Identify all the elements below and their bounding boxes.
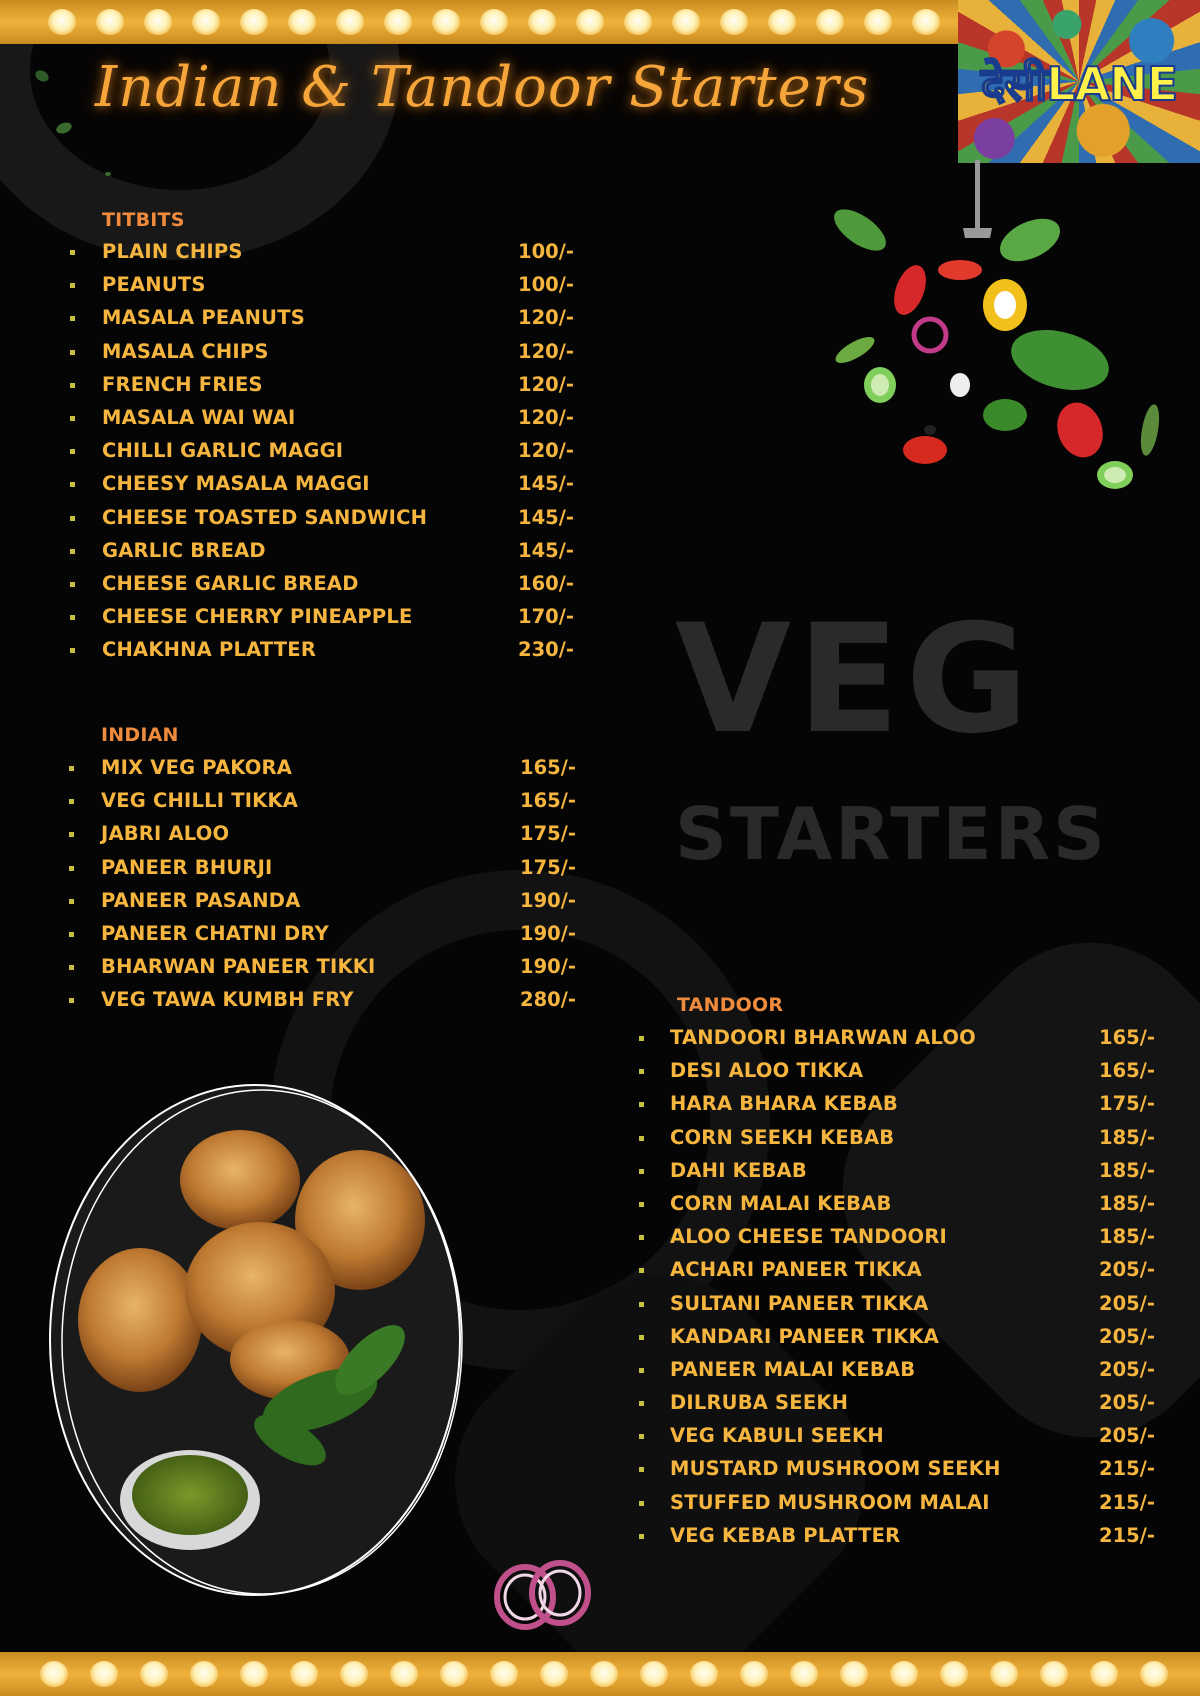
list-item	[639, 1422, 1179, 1455]
list-item	[639, 1024, 1179, 1057]
item-price: 280/-	[520, 988, 576, 1012]
bullet-icon	[639, 1368, 644, 1373]
light-bulb-icon	[816, 9, 844, 35]
item-price: 230/-	[518, 638, 574, 662]
bullet-icon	[639, 1235, 644, 1240]
item-price: 205/-	[1099, 1258, 1155, 1282]
item-name: VEG KABULI SEEKH	[670, 1424, 884, 1448]
list-item	[639, 1290, 1179, 1323]
light-bulb-icon	[96, 9, 124, 35]
light-bulb-icon	[540, 1661, 568, 1687]
item-name: STUFFED MUSHROOM MALAI	[670, 1490, 990, 1514]
light-bulb-icon	[440, 1661, 468, 1687]
watermark-veg: VEG	[675, 593, 1035, 767]
light-bulb-icon	[790, 1661, 818, 1687]
light-bulb-icon	[288, 9, 316, 35]
list-item	[70, 570, 590, 603]
item-name: FRENCH FRIES	[102, 372, 263, 396]
bullet-icon	[70, 615, 75, 620]
item-name: PEANUTS	[102, 273, 206, 297]
light-bulb-icon	[140, 1661, 168, 1687]
list-item	[70, 371, 590, 404]
light-bulb-icon	[90, 1661, 118, 1687]
list-item	[639, 1057, 1179, 1090]
item-name: CORN SEEKH KEBAB	[670, 1125, 895, 1149]
item-name: SULTANI PANEER TIKKA	[670, 1291, 929, 1315]
item-name: CHEESE CHERRY PINEAPPLE	[102, 605, 413, 629]
item-price: 100/-	[518, 273, 574, 297]
list-item	[70, 304, 590, 337]
list-item	[639, 1522, 1179, 1555]
list-item	[69, 920, 589, 953]
item-price: 215/-	[1099, 1523, 1155, 1547]
item-name: PANEER MALAI KEBAB	[670, 1357, 916, 1381]
list-item	[639, 1356, 1179, 1389]
bullet-icon	[69, 932, 74, 937]
list-item	[639, 1157, 1179, 1190]
bullet-icon	[69, 766, 74, 771]
bullet-icon	[639, 1036, 644, 1041]
onion-rings-icon	[490, 1555, 600, 1635]
bullet-icon	[69, 866, 74, 871]
item-price: 165/-	[520, 756, 576, 779]
light-bulb-icon	[384, 9, 412, 35]
item-name: DESI ALOO TIKKA	[670, 1059, 864, 1083]
light-bulb-icon	[590, 1661, 618, 1687]
light-bulb-icon	[912, 9, 940, 35]
item-name: JABRI ALOO	[101, 822, 230, 846]
bullet-icon	[70, 250, 75, 255]
item-price: 205/-	[1099, 1424, 1155, 1448]
item-price: 215/-	[1099, 1490, 1155, 1514]
item-name: MASALA WAI WAI	[102, 405, 296, 429]
list-item	[69, 787, 589, 820]
light-bulb-icon	[940, 1661, 968, 1687]
bullet-icon	[639, 1136, 644, 1141]
item-name: BHARWAN PANEER TIKKI	[101, 955, 376, 979]
titbits-list	[70, 238, 590, 669]
item-price: 145/-	[518, 472, 574, 496]
salad-illustration	[820, 160, 1160, 510]
light-bulb-icon	[768, 9, 796, 35]
item-name: VEG TAWA KUMBH FRY	[101, 988, 354, 1012]
bullet-icon	[70, 316, 75, 321]
item-name: MUSTARD MUSHROOM SEEKH	[670, 1457, 1001, 1481]
item-price: 205/-	[1099, 1357, 1155, 1381]
item-name: CHEESE TOASTED SANDWICH	[102, 505, 428, 529]
list-item	[70, 537, 590, 570]
list-item	[69, 887, 589, 920]
bullet-icon	[639, 1467, 644, 1472]
section-title-titbits: TITBITS	[102, 209, 185, 231]
light-bulb-icon	[528, 9, 556, 35]
item-price: 160/-	[518, 571, 574, 595]
item-name: CORN MALAI KEBAB	[670, 1191, 892, 1215]
list-item	[639, 1223, 1179, 1256]
list-item	[70, 338, 590, 371]
light-bulb-icon	[340, 1661, 368, 1687]
food-photo	[40, 1080, 470, 1600]
item-price: 165/-	[1099, 1059, 1155, 1083]
logo-text: देसीLANE	[980, 57, 1178, 111]
item-name: PLAIN CHIPS	[102, 240, 243, 263]
item-price: 205/-	[1099, 1391, 1155, 1415]
light-bulb-icon	[432, 9, 460, 35]
light-bulb-icon	[840, 1661, 868, 1687]
item-name: PANEER BHURJI	[101, 855, 273, 879]
item-name: CHAKHNA PLATTER	[102, 638, 317, 662]
bullet-icon	[639, 1302, 644, 1307]
light-bulb-icon	[740, 1661, 768, 1687]
list-item	[639, 1190, 1179, 1223]
list-item	[639, 1489, 1179, 1522]
bullet-icon	[69, 965, 74, 970]
bullet-icon	[639, 1401, 644, 1406]
bullet-icon	[639, 1069, 644, 1074]
bullet-icon	[70, 283, 75, 288]
item-price: 165/-	[520, 789, 576, 813]
bullet-icon	[70, 449, 75, 454]
list-item	[69, 953, 589, 986]
light-bulb-icon	[192, 9, 220, 35]
light-bulb-icon	[144, 9, 172, 35]
list-item	[69, 820, 589, 853]
item-name: GARLIC BREAD	[102, 538, 266, 562]
light-bulb-icon	[1040, 1661, 1068, 1687]
item-name: PANEER CHATNI DRY	[101, 921, 329, 945]
bullet-icon	[639, 1268, 644, 1273]
list-item	[639, 1090, 1179, 1123]
indian-list	[69, 754, 589, 1020]
light-bulb-icon	[190, 1661, 218, 1687]
bullet-icon	[69, 799, 74, 804]
bullet-icon	[70, 383, 75, 388]
item-price: 205/-	[1099, 1291, 1155, 1315]
bullet-icon	[70, 582, 75, 587]
light-bulb-icon	[690, 1661, 718, 1687]
item-price: 120/-	[518, 405, 574, 429]
list-item	[639, 1455, 1179, 1488]
list-item	[639, 1323, 1179, 1356]
item-name: MASALA PEANUTS	[102, 306, 305, 330]
item-price: 185/-	[1099, 1158, 1155, 1182]
bullet-icon	[639, 1501, 644, 1506]
light-bulb-icon	[1090, 1661, 1118, 1687]
item-name: CHEESY MASALA MAGGI	[102, 472, 370, 496]
list-item	[70, 504, 590, 537]
light-bulb-icon	[240, 9, 268, 35]
item-price: 120/-	[518, 339, 574, 363]
item-price: 185/-	[1099, 1191, 1155, 1215]
item-name: TANDOORI BHARWAN ALOO	[670, 1026, 976, 1049]
bottom-light-bar	[0, 1652, 1200, 1696]
bullet-icon	[70, 516, 75, 521]
list-item	[70, 271, 590, 304]
item-name: VEG CHILLI TIKKA	[101, 789, 299, 813]
list-item	[70, 636, 590, 669]
list-item	[69, 854, 589, 887]
light-bulb-icon	[672, 9, 700, 35]
light-bulb-icon	[990, 1661, 1018, 1687]
item-name: DILRUBA SEEKH	[670, 1391, 849, 1415]
light-bulb-icon	[336, 9, 364, 35]
list-item	[69, 754, 589, 787]
item-price: 170/-	[518, 605, 574, 629]
light-bulb-icon	[720, 9, 748, 35]
light-bulb-icon	[480, 9, 508, 35]
item-name: MASALA CHIPS	[102, 339, 269, 363]
list-item	[639, 1256, 1179, 1289]
bullet-icon	[70, 482, 75, 487]
light-bulb-icon	[490, 1661, 518, 1687]
item-name: ACHARI PANEER TIKKA	[670, 1258, 922, 1282]
list-item	[70, 238, 590, 271]
item-price: 120/-	[518, 372, 574, 396]
item-name: VEG KEBAB PLATTER	[670, 1523, 901, 1547]
light-bulb-icon	[576, 9, 604, 35]
section-title-tandoor: TANDOOR	[677, 994, 784, 1016]
list-item	[70, 603, 590, 636]
bullet-icon	[69, 998, 74, 1003]
light-bulb-icon	[40, 1661, 68, 1687]
list-item	[70, 437, 590, 470]
item-price: 185/-	[1099, 1125, 1155, 1149]
item-price: 185/-	[1099, 1225, 1155, 1249]
tandoor-list	[639, 1024, 1179, 1555]
light-bulb-icon	[864, 9, 892, 35]
light-bulb-icon	[390, 1661, 418, 1687]
section-title-indian: INDIAN	[101, 724, 179, 746]
bullet-icon	[639, 1434, 644, 1439]
item-price: 165/-	[1099, 1026, 1155, 1049]
herb-leaf-icon	[28, 62, 118, 182]
item-name: PANEER PASANDA	[101, 888, 301, 912]
light-bulb-icon	[290, 1661, 318, 1687]
item-price: 175/-	[1099, 1092, 1155, 1116]
item-price: 120/-	[518, 439, 574, 463]
light-bulb-icon	[624, 9, 652, 35]
light-bulb-icon	[890, 1661, 918, 1687]
item-price: 100/-	[518, 240, 574, 263]
item-price: 175/-	[520, 855, 576, 879]
light-bulb-icon	[240, 1661, 268, 1687]
light-bulb-icon	[1140, 1661, 1168, 1687]
list-item	[70, 470, 590, 503]
item-name: ALOO CHEESE TANDOORI	[670, 1225, 947, 1249]
bullet-icon	[69, 832, 74, 837]
item-price: 145/-	[518, 505, 574, 529]
item-price: 175/-	[520, 822, 576, 846]
bullet-icon	[639, 1102, 644, 1107]
bullet-icon	[639, 1169, 644, 1174]
bullet-icon	[639, 1335, 644, 1340]
bullet-icon	[69, 899, 74, 904]
bullet-icon	[639, 1534, 644, 1539]
list-item	[70, 404, 590, 437]
page-title: Indian & Tandoor Starters	[95, 55, 870, 120]
item-price: 120/-	[518, 306, 574, 330]
bullet-icon	[639, 1202, 644, 1207]
bullet-icon	[70, 648, 75, 653]
light-bulb-icon	[48, 9, 76, 35]
item-price: 190/-	[520, 888, 576, 912]
light-bulb-icon	[640, 1661, 668, 1687]
bullet-icon	[70, 549, 75, 554]
list-item	[639, 1124, 1179, 1157]
list-item	[69, 986, 589, 1019]
item-price: 145/-	[518, 538, 574, 562]
item-price: 215/-	[1099, 1457, 1155, 1481]
item-name: DAHI KEBAB	[670, 1158, 807, 1182]
item-name: CHILLI GARLIC MAGGI	[102, 439, 344, 463]
item-price: 190/-	[520, 955, 576, 979]
item-price: 205/-	[1099, 1324, 1155, 1348]
item-name: HARA BHARA KEBAB	[670, 1092, 898, 1116]
item-name: MIX VEG PAKORA	[101, 756, 293, 779]
item-price: 190/-	[520, 921, 576, 945]
brand-logo	[958, 0, 1200, 163]
item-name: CHEESE GARLIC BREAD	[102, 571, 359, 595]
bullet-icon	[70, 416, 75, 421]
watermark-starters: STARTERS	[675, 792, 1108, 876]
item-name: KANDARI PANEER TIKKA	[670, 1324, 940, 1348]
list-item	[639, 1389, 1179, 1422]
bullet-icon	[70, 350, 75, 355]
